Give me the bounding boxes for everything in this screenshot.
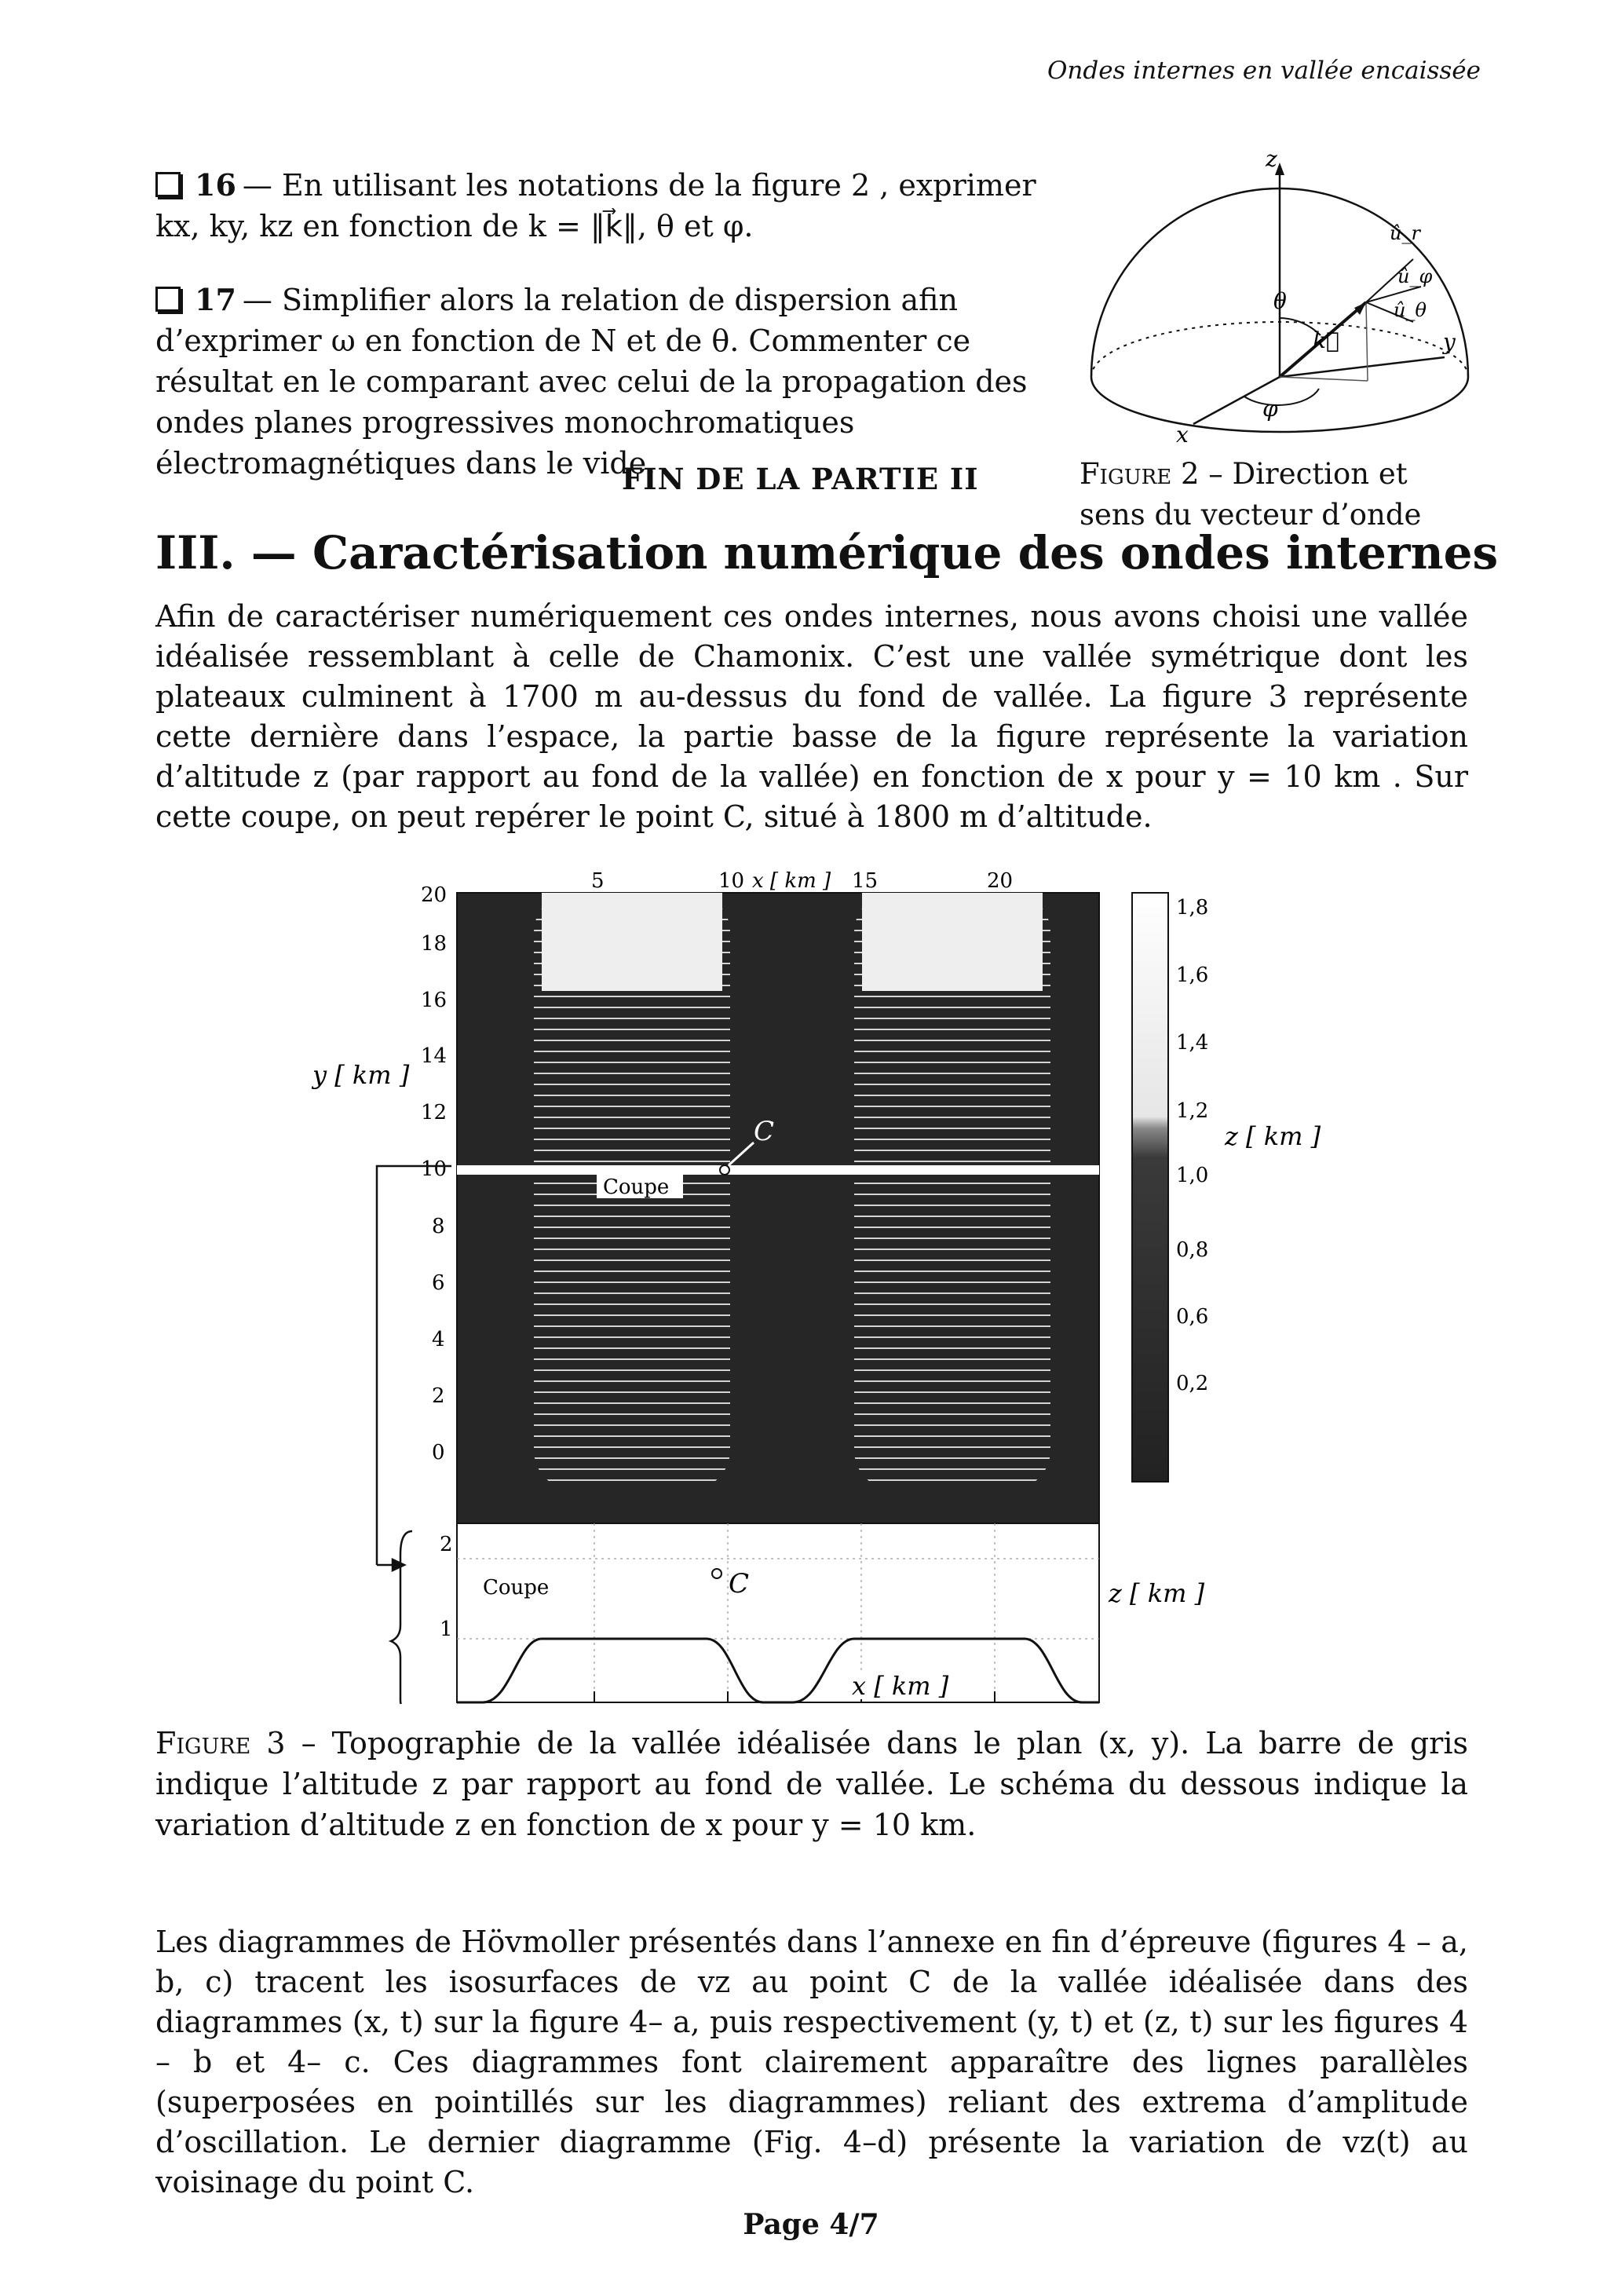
map-coupe-label: Coupe [603,1175,670,1199]
running-head: Ondes internes en vallée encaissée [1047,57,1481,85]
label-ur: û_r [1390,222,1420,244]
profile-z-tick: 1 [440,1618,453,1641]
caption-label: Figure 3 [155,1726,286,1760]
y-tick: 20 [421,883,448,907]
top-x-tick: 5 [591,869,605,893]
label-x: x [1176,422,1189,448]
figure-3-caption [155,1723,1468,1845]
caption-label: Figure 2 [1080,457,1200,491]
map-point-c-label: C [754,1116,775,1147]
map-point-c [720,1165,729,1175]
figure-2-diagram [1076,153,1484,452]
profile-coupe-label: Coupe [483,1576,550,1600]
profile-z-tick: 2 [440,1533,453,1556]
y-tick: 8 [432,1215,445,1238]
question-16 [155,165,1050,247]
section-title: III. — Caractérisation numérique des ondes internes [155,526,1499,579]
y-tick: 10 [421,1157,448,1181]
caption-text: – Direction et sens du vecteur d’onde [1080,457,1422,532]
label-z: z [1266,153,1277,172]
question-number: 17 [195,282,236,317]
projection-radius [1280,377,1368,381]
colorbar-label: z [ km ] [1225,1121,1321,1151]
profile-plot [457,1523,1099,1702]
y-tick: 6 [432,1271,445,1295]
projection-line [1366,302,1368,381]
topo-map [457,893,1099,1523]
paragraph-intro: Afin de caractériser numériquement ces ondes internes, nous avons choisi une vallée idéalisée ressemblant à celle de Chamonix. C’est une vallée symétrique dont les plateaux culminent à 1700 m au-dessus du fond de vallée. La figure 3 représente cette dernière dans l’espace, la partie basse de la figure représente la variation d’altitude z (par rapport au fond de la vallée) en fonction de x pour y = 10 km . Sur cette coupe, on peut repérer le point C, situé à 1800 m d’altitude. [155,599,1468,834]
y-tick: 12 [421,1101,448,1124]
question-17 [155,280,1050,484]
label-uphi: û_φ [1397,265,1433,287]
page-number: Page 4/7 [743,2208,879,2241]
y-tick: 0 [432,1441,445,1464]
label-utheta: û_θ [1394,299,1427,321]
checkbox-icon [155,172,181,197]
end-of-part: FIN DE LA PARTIE II [622,462,979,496]
profile-point-c [712,1569,721,1578]
question-text: — En utilisant les notations de la figure 2 , exprimer kx, ky, kz en fonction de k = ‖k⃗‖, θ et φ. [155,168,1036,243]
colorbar-tick: 0,2 [1176,1372,1209,1395]
label-y: y [1443,329,1456,355]
top-x-tick: 10 [718,869,745,893]
profile-z-label: z [ km ] [1109,1578,1205,1608]
colorbar-tick: 1,4 [1176,1031,1209,1055]
label-phi: φ [1262,396,1278,422]
y-tick: 4 [432,1328,445,1351]
y-tick: 16 [421,989,448,1012]
label-theta: θ [1273,288,1287,314]
colorbar-tick: 0,6 [1176,1305,1209,1329]
question-number: 16 [195,167,236,203]
profile-x-label: x [ km ] [852,1671,949,1701]
profile-point-c-label: C [729,1568,750,1600]
y-tick: 14 [421,1044,448,1068]
label-k: k⃗ [1313,327,1339,353]
colorbar-tick: 0,8 [1176,1238,1209,1262]
y-tick: 18 [421,932,448,956]
top-x-tick: 20 [987,869,1014,893]
colorbar [1132,893,1168,1482]
paragraph-hovmoller: Les diagrammes de Hövmoller présentés dans l’annexe en fin d’épreuve (figures 4 – a, b, c) tracent les isosurfaces de vz au point C de la vallée idéalisée dans des diagrammes (x, t) sur la figure 4– a, puis respectivement (y, t) et (z, t) sur les figures 4 – b et 4– c. Ces diagrammes font clairement apparaître des lignes parallèles (superposées en pointillés sur les diagrammes) reliant des extrema d’amplitude d’oscillation. Le dernier diagramme (Fig. 4–d) présente la variation de vz(t) au voisinage du point C. [155,1925,1468,2199]
question-text: — Simplifier alors la relation de dispersion afin d’exprimer ω en fonction de N et de θ. Commenter ce résultat en le comparant avec celui de la propagation des ondes planes progressives monochromatiques électromagnétiques dans le vide. [155,283,1028,481]
figure-2-caption [1080,454,1464,536]
colorbar-tick: 1,8 [1176,896,1209,919]
caption-text: – Topographie de la vallée idéalisée dans le plan (x, y). La barre de gris indique l’altitude z par rapport au fond de vallée. Le schéma du dessous indique la variation d’altitude z en fonction de x pour y = 10 km. [155,1726,1468,1842]
top-x-label: x [ km ] [752,869,831,893]
checkbox-icon [155,287,181,312]
colorbar-tick: 1,0 [1176,1164,1209,1187]
y-label: y [ km ] [312,1060,410,1090]
colorbar-tick: 1,6 [1176,963,1209,987]
colorbar-tick: 1,2 [1176,1099,1209,1123]
y-axis [1280,357,1445,377]
top-x-tick: 15 [852,869,879,893]
figure-3 [283,848,1335,1704]
y-tick: 2 [432,1384,445,1408]
